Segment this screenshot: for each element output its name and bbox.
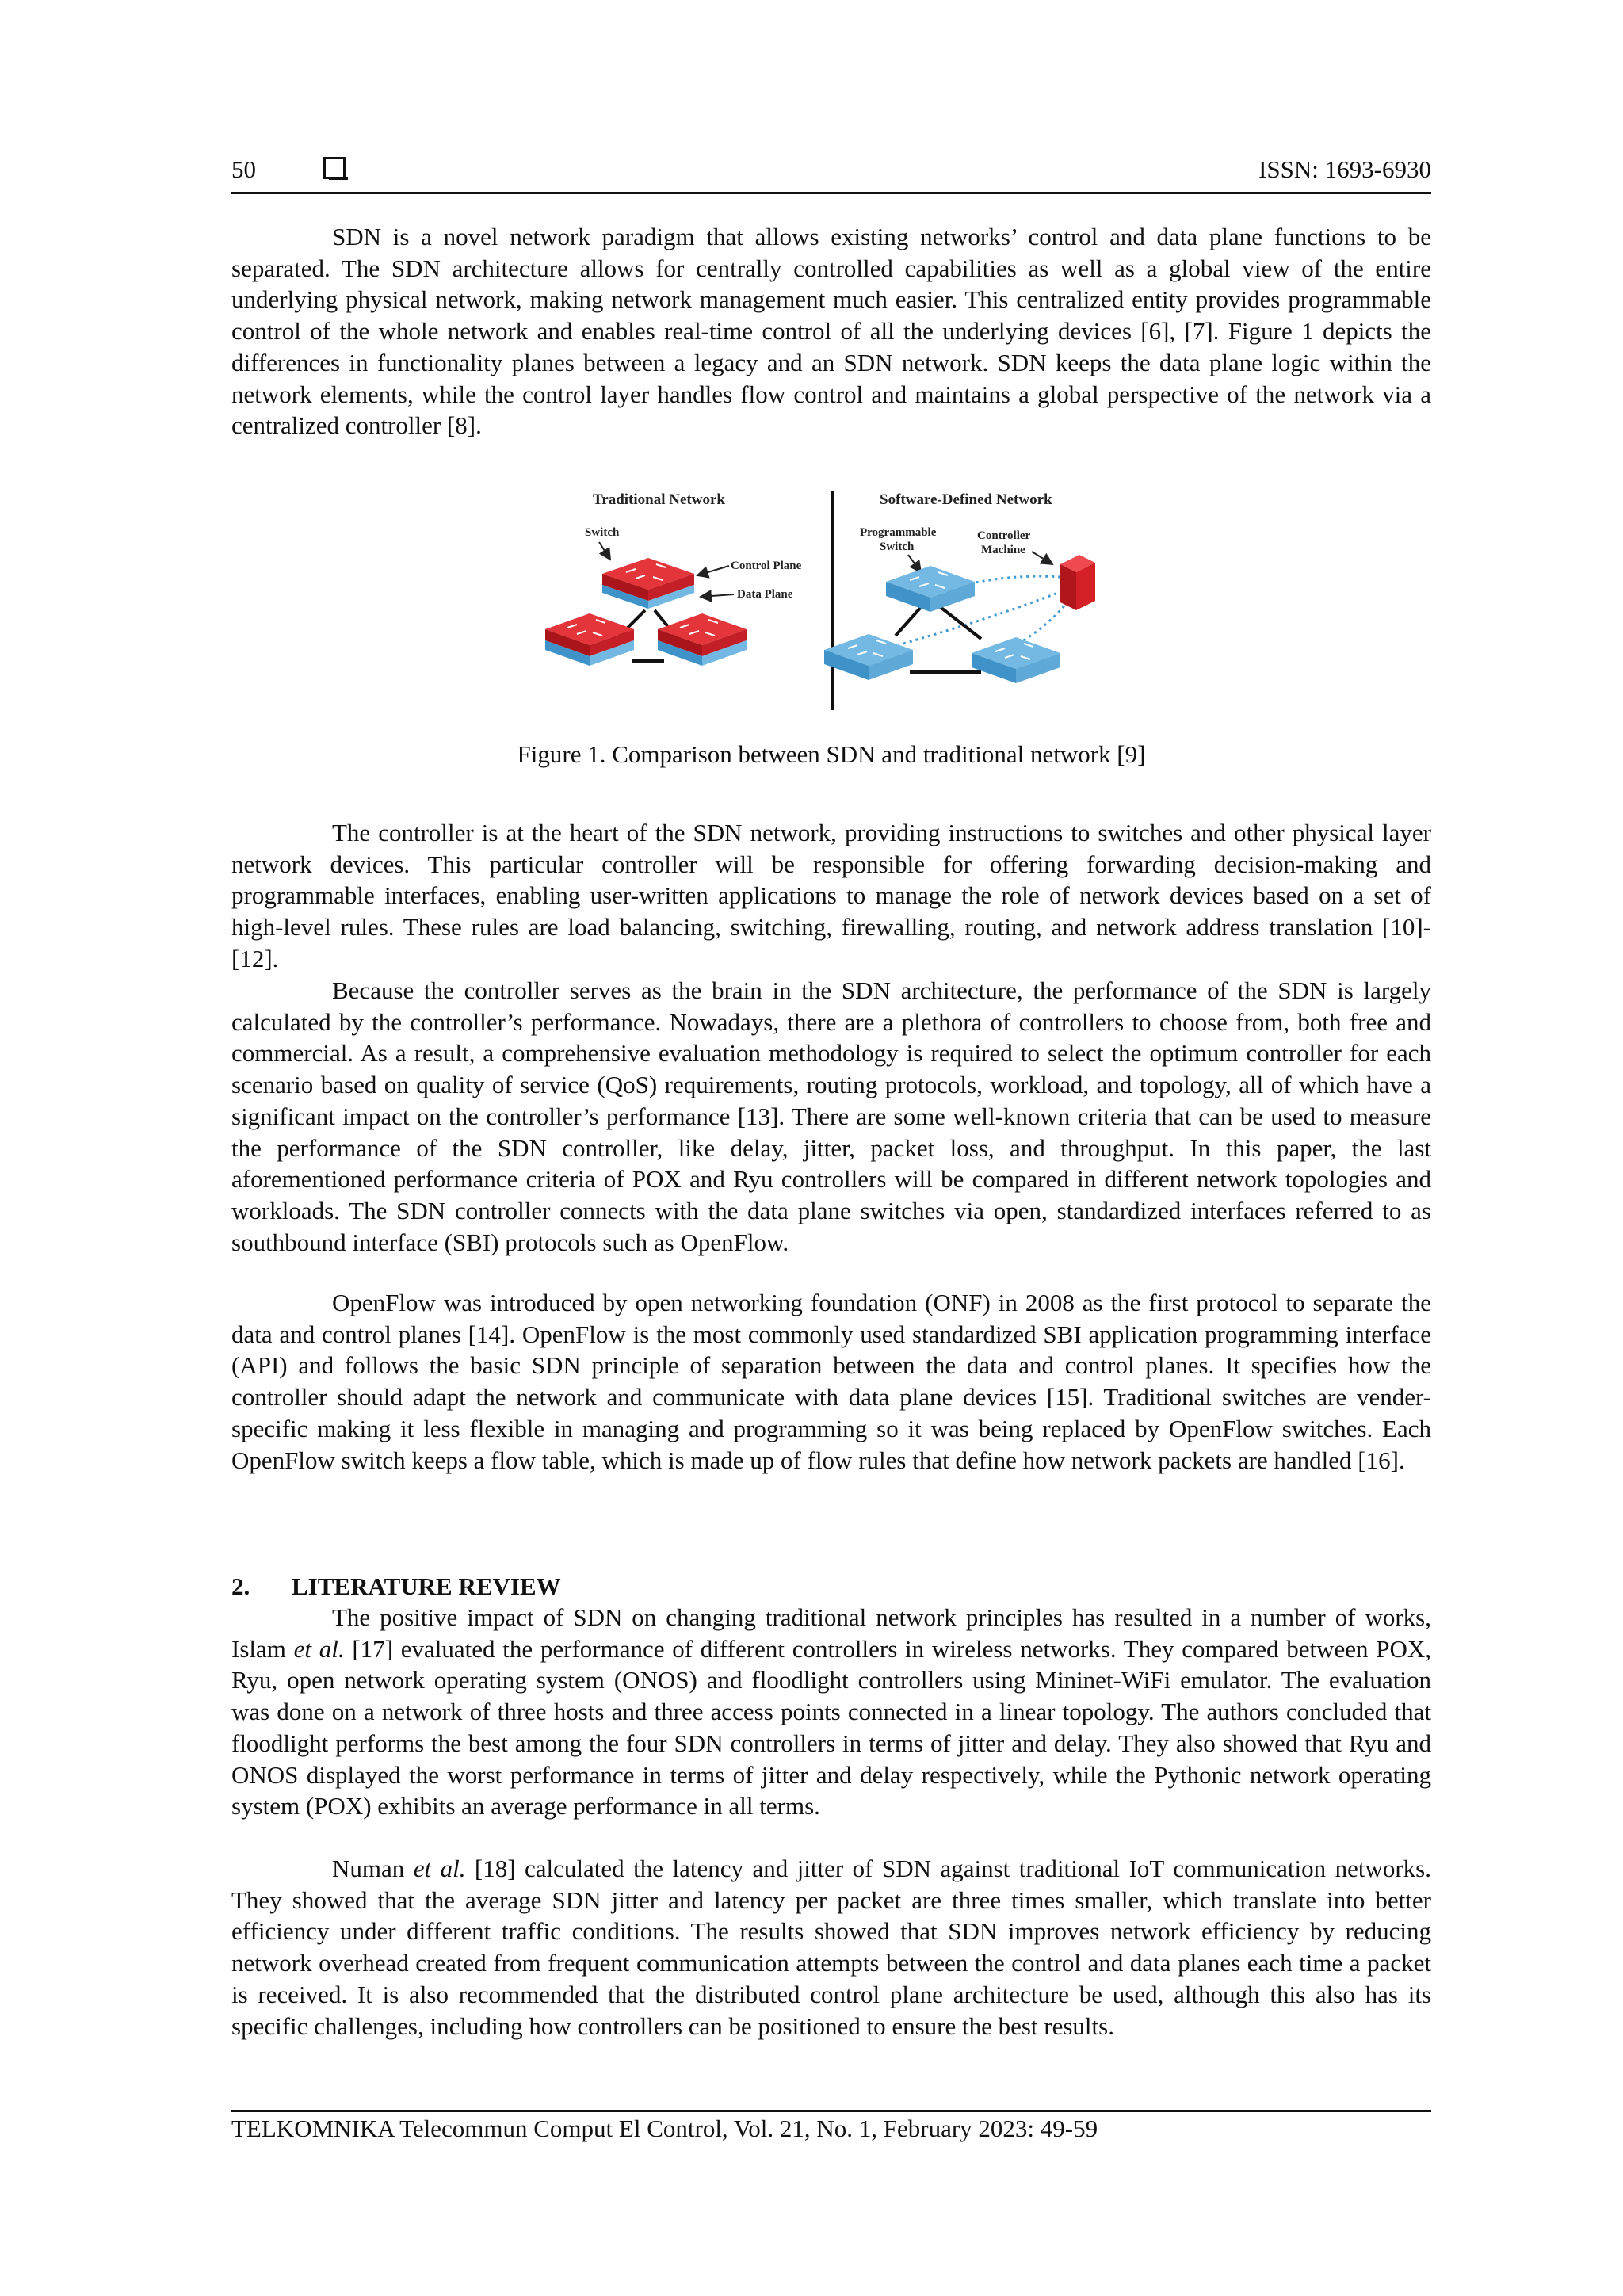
controller-machine-icon xyxy=(1060,555,1095,610)
literature-paragraph-1-text-b: [17] evaluated the performance of different controllers in wireless networks. They compared between POX, Ryu, open network operating system (ONOS) and floodlight controllers using Mininet-WiFi emulator. The evaluation was done on a network of three hosts and three access points connected in a linear topology. The authors concluded that floodlight performs the best among the four SDN controllers in terms of jitter and delay. They also showed that Ryu and ONOS displayed the worst performance in terms of jitter and delay respectively, while the Pythonic network operating system (POX) exhibits an average performance in all terms. xyxy=(231,1634,1431,1820)
figure-1-caption: Figure 1. Comparison between SDN and traditional network [9] xyxy=(517,740,1146,768)
et-al: et al. xyxy=(413,1855,466,1882)
issn-label: ISSN: 1693-6930 xyxy=(1258,155,1431,183)
programmable-switch-right-icon xyxy=(972,637,1060,683)
literature-paragraph-2-text-a: Numan xyxy=(332,1855,414,1882)
programmable-switch-left-icon xyxy=(824,634,913,680)
body-paragraph-3: Because the controller serves as the brain in the SDN architecture, the performance of the SDN is largely calculated by the controller’s performance. Nowadays, there are a plethora of controllers to choose from, both free and commercial. As a result, a comprehensive evaluation methodology is required to select the optimum controller for each scenario based on quality of service (QoS) requirements, routing protocols, workload, and topology, all of which have a significant impact on the controller’s performance [13]. There are some well-known criteria that can be used to measure the performance of the SDN controller, like delay, jitter, packet loss, and throughput. In this paper, the last aforementioned performance criteria of POX and Ryu controllers will be compared in different network topologies and workloads. The SDN controller connects with the data plane switches via open, standardized interfaces referred to as southbound interface (SBI) protocols such as OpenFlow. xyxy=(231,976,1431,1256)
switch-label: Switch xyxy=(585,526,620,539)
figure-1-network-diagram xyxy=(537,482,1127,720)
section-title: LITERATURE REVIEW xyxy=(292,1572,561,1600)
footer-rule xyxy=(231,2110,1431,2112)
traditional-switch-top-icon xyxy=(602,558,694,609)
page-number: 50 xyxy=(231,155,256,183)
programmable-switch-label-line-2: Switch xyxy=(880,541,915,553)
sdn-title: Software-Defined Network xyxy=(880,491,1052,508)
traditional-network-title: Traditional Network xyxy=(593,491,725,508)
literature-paragraph-2-text-b: [18] calculated the latency and jitter of SDN against traditional IoT communication networks. They showed that the average SDN jitter and latency per packet are three times smaller, which translate into better efficiency under different traffic conditions. The results showed that SDN improves network efficiency by reducing network overhead created from frequent communication attempts between the control and data planes each time a packet is received. It is also recommended that the distributed control plane architecture be used, although this also has its specific challenges, including how controllers can be positioned to ensure the best results. xyxy=(231,1855,1431,2040)
page-footer: TELKOMNIKA Telecommun Comput El Control, Vol. 21, No. 1, February 2023: 49-59 xyxy=(231,2115,1098,2142)
et-al: et al. xyxy=(293,1634,345,1663)
intro-paragraph-1: SDN is a novel network paradigm that allows existing networks’ control and data plane functions to be separated. The SDN architecture allows for centrally controlled capabilities as well as a global view of the entire underlying physical network, making network management much easier. This centralized entity provides programmable control of the whole network and enables real-time control of all the underlying devices [6], [7]. Figure 1 depicts the differences in functionality planes between a legacy and an SDN network. SDN keeps the data plane logic within the network elements, while the control layer handles flow control and maintains a global perspective of the network via a centralized controller [8]. xyxy=(231,223,1431,440)
control-plane-label: Control Plane xyxy=(731,560,802,572)
link-line xyxy=(938,606,981,639)
page-header xyxy=(231,152,1431,194)
controller-machine-label: Controller xyxy=(977,529,1031,542)
literature-paragraph-1 xyxy=(231,1602,1431,1822)
programmable-switch-label: Programmable xyxy=(860,526,937,539)
literature-paragraph-2 xyxy=(231,1853,1431,2042)
literature-paragraph-1-text-a: The positive impact of SDN on changing traditional network principles has resulted in a number of works, Islam xyxy=(231,1603,1431,1663)
link-line xyxy=(896,606,922,636)
checkbox-square-icon xyxy=(323,157,346,179)
body-paragraph-2: The controller is at the heart of the SDN network, providing instructions to switches and other physical layer network devices. This particular controller will be responsible for offering forwarding decision-making and programmable interfaces, enabling user-written applications to manage the role of network devices based on a set of high-level rules. These rules are load balancing, switching, firewalling, routing, and network address translation [10]-[12]. xyxy=(231,819,1431,972)
programmable-switch-top-icon xyxy=(886,566,975,612)
body-paragraph-4: OpenFlow was introduced by open networking foundation (ONF) in 2008 as the first protocol to separate the data and control planes [14]. OpenFlow is the most commonly used standardized SBI application programming interface (API) and follows the basic SDN principle of separation between the data and control planes. It specifies how the controller should adapt the network and communicate with data plane devices [15]. Traditional switches are vender-specific making it less flexible in managing and programming so it was being replaced by OpenFlow switches. Each OpenFlow switch keeps a flow table, which is made up of flow rules that define how network packets are handled [16]. xyxy=(231,1289,1431,1474)
section-number: 2. xyxy=(231,1572,250,1600)
traditional-switch-right-icon xyxy=(658,613,747,666)
traditional-switch-left-icon xyxy=(545,613,634,666)
control-link-dotted xyxy=(964,576,1060,585)
controller-machine-label-line-2: Machine xyxy=(981,544,1025,556)
section-heading xyxy=(231,1572,561,1601)
data-plane-label: Data Plane xyxy=(737,588,793,601)
